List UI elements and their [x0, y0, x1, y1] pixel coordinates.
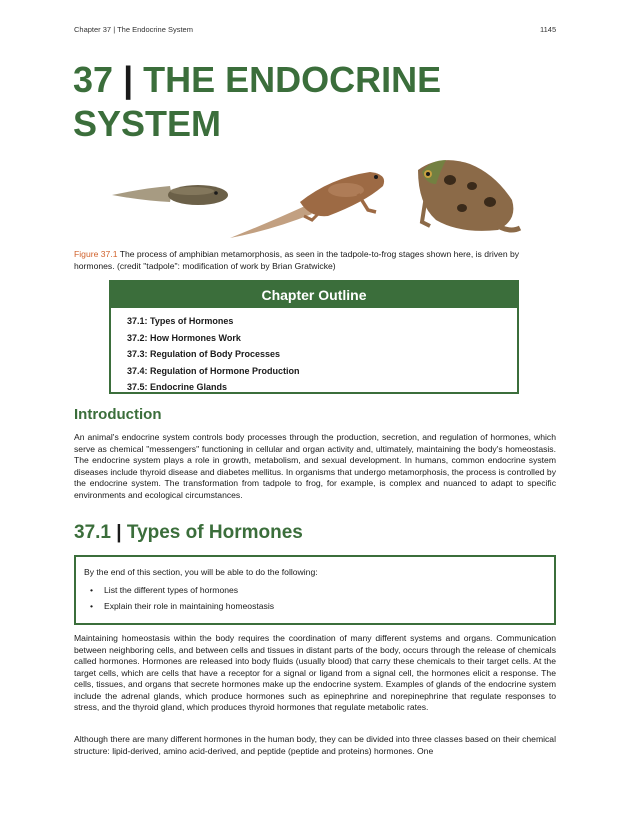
froglet-image	[230, 172, 384, 238]
body-paragraph: Maintaining homeostasis within the body requires the coordination of many different systems and organs. Communication between neighboring cells, and between cells and tissues in distant parts of the body, occurs through the release of chemicals called hormones. Hormones are released into body fluids (usually blood) that carry these chemicals to their target cells. At the target cells, which are cells that have a receptor for a signal or ligand from a signal cell, the hormones elicit a response. The cells, tissues, and organs that secrete hormones make up the endocrine system. Examples of glands of the endocrine system include the adrenal glands, which produce hormones such as epinephrine and norepinephrine that regulate responses to stress, and the thyroid gland, which produces thyroid hormones that regulate metabolic rates.	[74, 633, 556, 712]
chapter-outline-heading: Chapter Outline	[111, 282, 517, 308]
tadpole-image	[112, 185, 228, 205]
chapter-title-text: THE ENDOCRINE SYSTEM	[73, 59, 442, 144]
objectives-list	[90, 582, 554, 614]
figure-caption	[74, 248, 556, 272]
section-heading	[74, 522, 303, 544]
introduction-heading: Introduction	[74, 406, 162, 423]
section-title: Types of Hormones	[126, 522, 303, 543]
outline-item[interactable]: 37.2: How Hormones Work	[127, 332, 241, 343]
introduction-paragraph: An animal's endocrine system controls body processes through the production, secretion, and regulation of hormones, which serve as chemical "messengers" functioning in cellular and organ activity and, ultimately, maintaining the body's homeostasis. The endocrine system plays a role in growth, metabolism, and sexual development. In humans, common endocrine system diseases include thyroid disease and diabetes mellitus. In organisms that undergo metamorphosis, the process is controlled by the endocrine system. The transformation from tadpole to frog, for example, is complex and nuanced to adapt to specific environments and ecological circumstances.	[74, 432, 556, 500]
section-separator: |	[116, 522, 122, 543]
chapter-outline-box	[109, 280, 519, 394]
objective-item	[90, 582, 554, 598]
chapter-outline-list	[111, 308, 517, 396]
learning-objectives-box	[74, 555, 556, 625]
outline-item[interactable]: 37.1: Types of Hormones	[127, 316, 234, 326]
page-number: 1145	[540, 25, 557, 34]
figure-label: Figure 37.1	[74, 249, 118, 259]
outline-item[interactable]: 37.4: Regulation of Hormone Production	[127, 365, 300, 376]
objective-text: Explain their role in maintaining homeostasis	[104, 601, 275, 611]
outline-item[interactable]: 37.5: Endocrine Glands	[127, 382, 228, 392]
running-header: Chapter 37 | The Endocrine System	[74, 25, 193, 34]
objective-item	[90, 598, 554, 614]
metamorphosis-figure	[100, 150, 540, 240]
chapter-separator: |	[123, 59, 134, 100]
bullet-icon: •	[90, 601, 94, 611]
objectives-intro: By the end of this section, you will be able to do the following:	[84, 567, 318, 577]
body-paragraph: Although there are many different hormones in the human body, they can be divided into three classes based on their chemical structure: lipid-derived, amino acid-derived, and peptide (peptide and proteins) hormones. One	[74, 734, 556, 756]
bullet-icon: •	[90, 585, 94, 595]
outline-item[interactable]: 37.3: Regulation of Body Processes	[127, 349, 281, 359]
section-number: 37.1	[74, 522, 111, 543]
objective-text: List the different types of hormones	[104, 585, 239, 595]
chapter-number: 37	[73, 59, 114, 100]
chapter-title	[73, 58, 553, 146]
frog-image	[418, 160, 520, 231]
figure-caption-text: The process of amphibian metamorphosis, as seen in the tadpole-to-frog stages shown here, is driven by hormones. (credit "tadpole": modification of work by Brian Gratwicke)	[74, 249, 520, 271]
